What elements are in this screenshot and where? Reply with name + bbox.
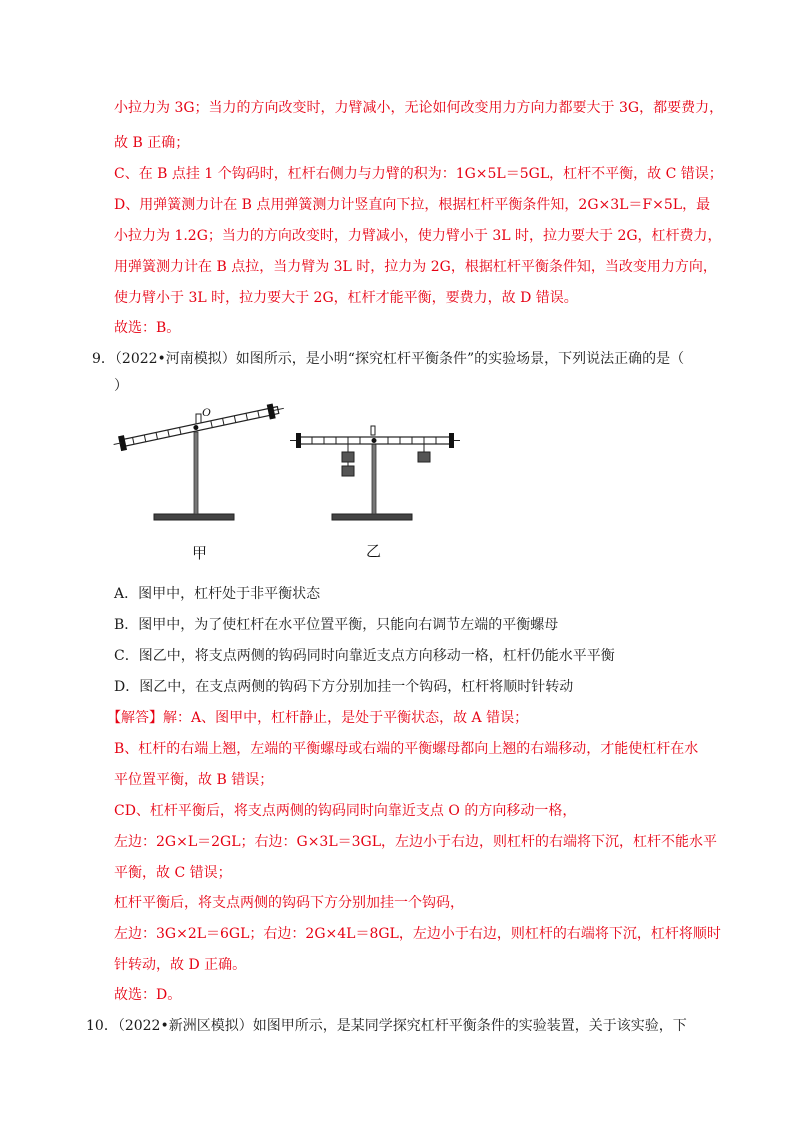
answer-tag: 【解答】 — [107, 710, 163, 726]
solution-line: 小拉力为 1.2G；当力的方向改变时，力臂减小，使力臂小于 3L 时，拉力要大于 2G，杠杆费力， — [114, 228, 722, 244]
answer-line: B、杠杆的右端上翘，左端的平衡螺母或右端的平衡螺母都向上翘的右端移动，才能使杠杆在水 — [114, 741, 699, 757]
option-b: B．图甲中，为了使杠杆在水平位置平衡，只能向右调节左端的平衡螺母 — [114, 617, 559, 633]
answer-line: 杠杆平衡后，将支点两侧的钩码下方分别加挂一个钩码， — [114, 895, 464, 911]
option-c: C．图乙中，将支点两侧的钩码同时向靠近支点方向移动一格，杠杆仍能水平平衡 — [114, 648, 615, 664]
question-9-stem: 9．（2022•河南模拟）如图所示，是小明“探究杠杆平衡条件”的实验场景，下列说法正确的是（ — [92, 351, 685, 367]
answer-line: 左边：2G×L＝2GL；右边：G×3L＝3GL，左边小于右边，则杠杆的右端将下沉，杠杆不能水平 — [114, 834, 718, 850]
answer-line: 左边：3G×2L＝6GL；右边：2G×4L＝8GL，左边小于右边，则杠杆的右端将下沉，杠杆将顺时 — [114, 926, 721, 942]
figure-label-yi: 乙 — [366, 542, 382, 560]
pivot-label-o: O — [202, 405, 211, 419]
figure-yi-horizontal-lever — [290, 426, 460, 520]
answer-choice-line: 故选：D。 — [114, 987, 182, 1003]
answer-line: 平衡，故 C 错误； — [114, 865, 232, 881]
answer-first-line: 解：A、图甲中，杠杆静止，是处于平衡状态，故 A 错误； — [163, 710, 529, 726]
answer-line: 平位置平衡，故 B 错误； — [114, 772, 274, 788]
question-9-stem-cont: ） — [114, 378, 128, 394]
lever-experiment-figure — [110, 396, 470, 566]
solution-line: 故 B 正确； — [114, 135, 190, 151]
answer-heading — [107, 708, 528, 728]
answer-choice-line: 故选：B。 — [114, 320, 181, 336]
figure-jia-tilted-lever — [112, 401, 285, 520]
question-10-stem: 10．（2022•新洲区模拟）如图甲所示，是某同学探究杠杆平衡条件的实验装置，关于该实验，下 — [86, 1018, 687, 1034]
solution-line: 使力臂小于 3L 时，拉力要大于 2G，杠杆才能平衡，要费力，故 D 错误。 — [114, 290, 578, 306]
option-d: D．图乙中，在支点两侧的钩码下方分别加挂一个钩码，杠杆将顺时针转动 — [114, 679, 574, 695]
solution-line: D、用弹簧测力计在 B 点用弹簧测力计竖直向下拉，根据杠杆平衡条件知，2G×3L＝F×5L，最 — [114, 197, 711, 213]
solution-line: 用弹簧测力计在 B 点拉，当力臂为 3L 时，拉力为 2G，根据杠杆平衡条件知，当改变用力方向， — [114, 259, 717, 275]
answer-line: 针转动，故 D 正确。 — [114, 957, 247, 973]
option-a: A．图甲中，杠杆处于非平衡状态 — [114, 586, 321, 602]
figure-label-jia: 甲 — [192, 544, 208, 562]
solution-line: 小拉力为 3G；当力的方向改变时，力臂减小，无论如何改变用力方向力都要大于 3G，都要费力， — [114, 100, 724, 116]
answer-line: CD、杠杆平衡后，将支点两侧的钩码同时向靠近支点 O 的方向移动一格， — [114, 803, 577, 819]
solution-line: C、在 B 点挂 1 个钩码时，杠杆右侧力与力臂的积为：1G×5L＝5GL，杠杆不平衡，故 C 错误； — [114, 166, 723, 182]
